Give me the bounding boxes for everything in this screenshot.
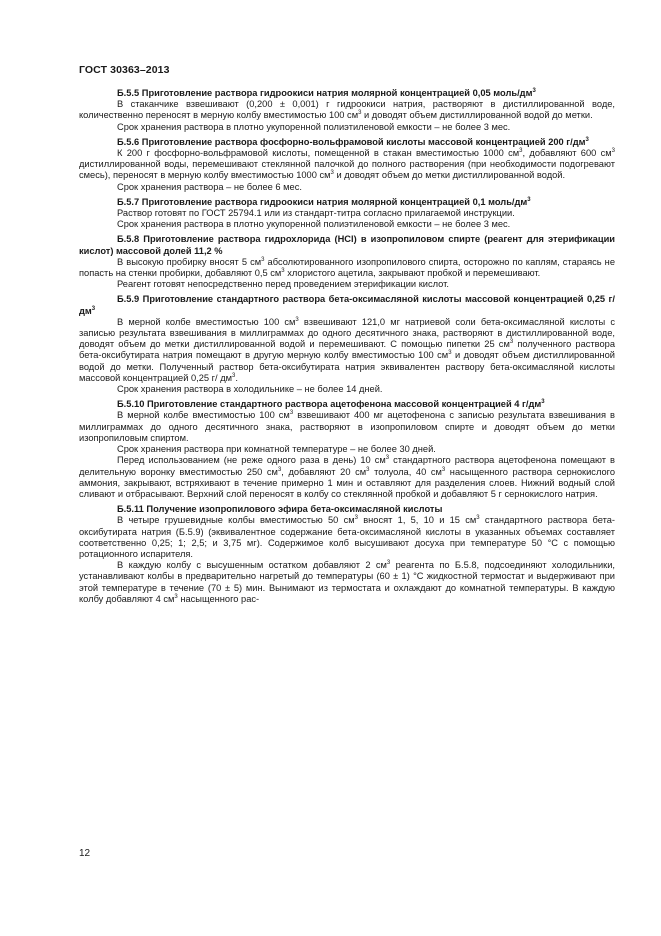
superscript-3: 3 [509,339,514,346]
superscript-3: 3 [585,136,589,143]
section-heading-b5-8: Б.5.8 Приготовление раствора гидрохлорида (HCl) в изопропиловом спирте (реагент для этерификации кислот) массовой долей 11,2 % [79,234,615,256]
paragraph: Срок хранения раствора в плотно укупоренной полиэтиленовой емкости – не более 3 мес. [117,121,511,132]
paragraph: В каждую колбу с высушенным остатком добавляют 2 $см^3$ реагента по Б.5.8, подсоединяют холодильники, устанавливают колбы в предварительно нагретый до температуры (60 ± 1) °С жидкостной термостат и выдерживают при этой температуре в течение (70 ± 5) мин. Вынимают из термостата и охлаждают до комнатной температуры. В каждую колбу добавляют 4 $см^3$ насыщенного рас- [79,560,615,604]
superscript-3: 3 [232,372,236,379]
superscript-3: 3 [611,148,616,155]
paragraph: В мерной колбе вместимостью 100 $см^3$ взвешивают 400 мг ацетофенона с записью результата взвешивания в миллиграммах до одного десятичного знака, растворяют в изопропиловом спирте и доводят объем до метки изопропиловым спиртом. [79,410,615,443]
paragraph: Реагент готовят непосредственно перед проведением этерификации кислот. [117,279,449,290]
superscript-3: 3 [527,196,531,203]
paragraph: В высокую пробирку вносят 5 $см^3$ абсолютированного изопропилового спирта, осторожно по каплям, стараясь не попасть на стенки пробирки, добавляют 0,5 $см^3$ хлористого ацетила, закрывают пробкой и перемешивают. [79,256,615,279]
section-heading-b5-7: Б.5.7 Приготовление раствора гидроокиси натрия молярной концентрацией 0,1 моль/$дм^3$ [117,196,531,207]
paragraph: К 200 г фосфорно-вольфрамовой кислоты, помещенной в стакан вместимостью 1000 $см^3$, добавляют 600 $см^3$ дистиллированной воды, перемешивают стеклянной палочкой до полного растворения (при необходимости подогревают смесь), переносят в мерную колбу вместимостью 1000 $см^3$ и доводят объем до метки дистиллированной водой. [79,148,616,181]
document-header: ГОСТ 30363–2013 [79,64,170,76]
superscript-3: 3 [519,148,523,155]
superscript-3: 3 [532,88,536,94]
superscript-3: 3 [448,350,452,357]
superscript-3: 3 [354,515,358,522]
superscript-3: 3 [91,305,96,312]
section-heading-b5-6: Б.5.6 Приготовление раствора фосфорно-вольфрамовой кислоты массовой концентрацией 200 $г/дм^3$ [117,136,589,147]
section-heading-b5-11: Б.5.11 Получение изопропилового эфира бета-оксимасляной кислоты [117,504,443,515]
paragraph: Перед использованием (не реже одного раза в день) 10 $см^3$ стандартного раствора ацетофенона помещают в делительную воронку вместимостью 250 $см^3$, добавляют 20 $см^3$ толуола, 40 $см^3$ насыщенного раствора сернокислого аммония, закрывают, встряхивают в течение примерно 1 мин и оставляют для разделения слоев. Нижний водный слой сливают и отбрасывают. Верхний слой переносят в колбу со стеклянной пробкой и добавляют 5 г сернокислого натрия. [79,455,616,499]
superscript-3: 3 [385,455,390,462]
section-heading-b5-10: Б.5.10 Приготовление стандартного раствора ацетофенона массовой концентрацией 4 $г/дм^3$ [117,399,545,410]
paragraph: Срок хранения раствора в холодильнике – не более 14 дней. [117,384,383,395]
document-body [79,88,615,605]
superscript-3: 3 [366,466,370,473]
superscript-3: 3 [330,170,334,177]
superscript-3: 3 [476,515,480,522]
section-heading-b5-5: Б.5.5 Приготовление раствора гидроокиси натрия молярной концентрацией 0,05 моль/$дм^3$ [117,88,536,98]
superscript-3: 3 [386,560,391,567]
superscript-3: 3 [541,399,545,406]
paragraph: Срок хранения раствора – не более 6 мес. [117,181,302,192]
superscript-3: 3 [261,256,265,263]
superscript-3: 3 [174,593,178,600]
paragraph: В мерной колбе вместимостью 100 $см^3$ взвешивают 121,0 мг натриевой соли бета-оксимасляной кислоты с записью результата взвешивания в миллиграммах до одного десятичного знака, растворяют в дистиллированной воде, доводят объем до метки дистиллированной водой и перемешивают. С помощью пипетки 25 $см^3$ полученного раствора бета-оксибутирата натрия помещают в другую мерную колбу вместимостью 100 $см^3$ и доводят объем дистиллированной водой до метки. Полученный раствор бета-оксибутирата натрия эквивалентен раствору бета-оксимасляной кислоты массовой концентрацией 0,25 г/ $дм^3$. [79,316,616,383]
superscript-3: 3 [295,316,299,323]
section-heading-b5-9: Б.5.9 Приготовление стандартного раствора бета-оксимасляной кислоты массовой концентрацией 0,25 $г/дм^3$ [79,294,615,316]
superscript-3: 3 [281,268,285,275]
superscript-3: 3 [289,410,294,417]
superscript-3: 3 [277,466,282,473]
page-number: 12 [79,848,91,859]
paragraph: В четыре грушевидные колбы вместимостью 50 $см^3$ вносят 1, 5, 10 и 15 $см^3$ стандартного раствора бета-оксибутирата натрия (Б.5.9) (эквивалентное содержание бета-оксимасляной кислоты в указанных объемах составляет соответственно 0,25; 1; 2,5; и 3,75 мг). Содержимое колб высушивают досуха при температуре 50 °С с помощью ротационного испарителя. [79,515,616,559]
superscript-3: 3 [358,110,362,117]
paragraph: Раствор готовят по ГОСТ 25794.1 или из стандарт-титра согласно прилагаемой инструкции. [117,208,515,219]
superscript-3: 3 [441,466,446,473]
paragraph: Срок хранения раствора в плотно укупоренной полиэтиленовой емкости – не более 3 мес. [117,219,511,230]
paragraph: Срок хранения раствора при комнатной температуре – не более 30 дней. [117,444,436,455]
paragraph: В стаканчике взвешивают (0,200 ± 0,001) г гидроокиси натрия, растворяют в дистиллированной воде, количественно переносят в мерную колбу вместимостью 100 $см^3$ и доводят объем дистиллированной водой до метки. [79,99,615,121]
